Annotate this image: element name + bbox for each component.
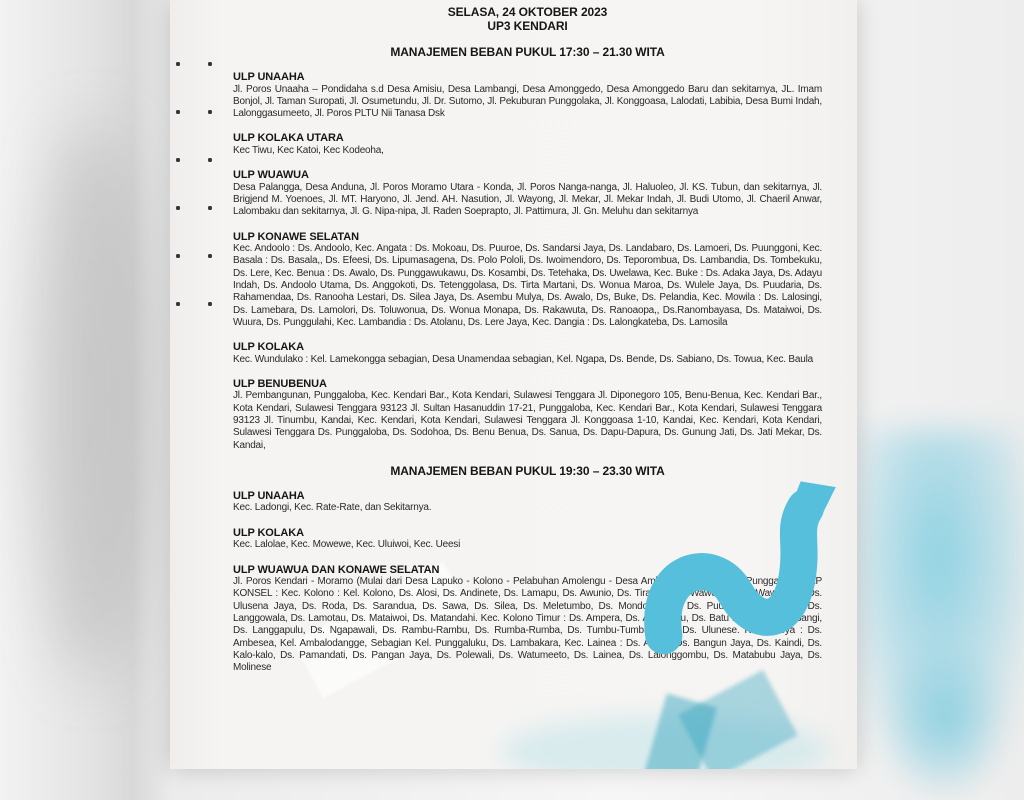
dot	[176, 158, 180, 162]
document-unit: UP3 KENDARI	[487, 18, 568, 33]
blue-wave-icon	[642, 452, 842, 667]
section-ulp-benubenua	[233, 378, 822, 452]
section-areas: Desa Palangga, Desa Anduna, Jl. Poros Moramo Utara - Konda, Jl. Poros Nanga-nanga, Jl. Haluoleo, Jl. KS. Tubun, dan sekitarnya, Jl. Brigjend M. Yoenoes, Jl. MT. Haryono, Jl. Jend. AH. Nasution, Jl. Wayong, Jl. Mekar, Jl. Mekar Indah, Jl. Budi Utomo, Jl. Chaeril Anwar, Lalombaku dan sekitarnya, Jl. G. Nipa-nipa, Jl. Raden Soeprapto, Jl. Pattimura, Jl. Gn. Meluhu dan sekitarnya	[233, 181, 822, 218]
blurred-backdrop-right-lower	[880, 640, 1010, 800]
section-ulp-kolaka	[233, 341, 822, 366]
dot	[176, 206, 180, 210]
section-areas: Kec. Ladongi, Kec. Rate-Rate, dan Sekitarnya.	[233, 502, 432, 514]
section-ulp-kolaka-utara	[233, 132, 822, 157]
section-title: ULP BENUBENUA	[233, 377, 327, 390]
section-areas: Kec. Wundulako : Kel. Lamekongga sebagian, Desa Unamendaa sebagian, Kel. Ngapa, Ds. Bende, Ds. Sabiano, Ds. Towua, Kec. Baula	[233, 353, 814, 365]
section-ulp-wuawua	[233, 169, 822, 218]
load-management-header-1: MANAJEMEN BEBAN PUKUL 17:30 – 21.30 WITA	[390, 45, 665, 59]
section-ulp-unaaha	[233, 71, 822, 120]
dot	[208, 62, 212, 66]
section-areas: Jl. Pembangunan, Punggaloba, Kec. Kendari Bar., Kota Kendari, Sulawesi Tenggara Jl. Diponegoro 105, Benu-Benua, Kec. Kendari Bar., Kota Kendari, Sulawesi Tenggara 93123 Jl. Sultan Hasanuddin 17-21, Punggaloba, Kec. Kendari Bar., Kota Kendari, Sulawesi Tenggara 93123 Jl. Tinumbu, Kandai, Kec. Kendari, Kota Kendari, Sulawesi Tenggara Jl. Konggoasa 1-10, Kandai, Kec. Kendari, Kota Kendari, Sulawesi Tenggara Ds. Punggaloba, Ds. Sodohoa, Ds. Benu Benua, Ds. Sanua, Ds. Dapu-Dapura, Ds. Gunung Jati, Ds. Jati Mekar, Ds. Kandai,	[233, 390, 822, 451]
section-title: ULP WUAWUA DAN KONAWE SELATAN	[233, 563, 440, 576]
section-title: ULP WUAWUA	[233, 169, 309, 182]
section-title: ULP UNAAHA	[233, 71, 305, 83]
section-title: ULP UNAAHA	[233, 489, 305, 502]
dot	[176, 110, 180, 114]
section-areas: Kec. Lalolae, Kec. Mowewe, Kec. Uluiwoi, Kec. Ueesi	[233, 539, 461, 551]
section-areas: Jl. Poros Kendari - Moramo (Mulai dari Desa Lapuko - Kolono - Pelabuhan Amolengu - Desa Ambesea - Kantor PLN Punggaluku) ULP KONSEL : Kec. Kolono : Kel. Kolono, Ds. Alosi, Ds. Andinete, Ds. Lamapu, Ds. Awunio, Ds. Tiraosu, Ds. Wawoosu, Ds. Waworano, Ds. Ulusena Jaya, Ds. Roda, Ds. Sarandua, Ds. Sawa, Ds. Silea, Ds. Meletumbo, Ds. Mondoe Jaya, Ds. Puudongi, Ds. Puupi, Ds. Langgowala, Ds. Lamotau, Ds. Mataiwoi, Ds. Matandahi. Kec. Kolono Timur : Ds. Ampera, Ds. Amolengu, Ds. Batu Putih, Ds. Lambangi, Ds. Langgapulu, Ds. Ngapawali, Ds. Rambu-Rambu, Ds. Rumba-Rumba, Ds. Tumbu-Tumbu Jaya, Ds. Ulunese. Kec. Laeya : Ds. Ambesea, Kel. Ambalodangge, Sebagian Kel. Punggaluku, Ds. Lambakara, Kec. Lainea : Ds. Aoreo, Ds. Bangun Jaya, Ds. Kaindi, Ds. Kalo-kalo, Ds. Pamandati, Ds. Pangan Jaya, Ds. Polewali, Ds. Watumeeto, Ds. Lainea, Ds. Lalonggombu, Ds. Matabubu Jaya, Ds. Molinese	[233, 576, 822, 674]
dot	[208, 110, 212, 114]
dot	[208, 206, 212, 210]
section-ulp-konawe-selatan	[233, 231, 822, 330]
section-areas: Kec. Andoolo : Ds. Andoolo, Kec. Angata : Ds. Mokoau, Ds. Puuroe, Ds. Sandarsi Jaya, Ds. Landabaro, Ds. Lamoeri, Ds. Puunggoni, Kec. Basala : Ds. Basala,, Ds. Efeesi, Ds. Lipumasagena, Ds. Polo Pololi, Ds. Iwoimendoro, Ds. Teporombua, Ds. Lambandia, Ds. Tombekuku, Ds. Lere, Kec. Benua : Ds. Awalo, Ds. Punggawukawu, Ds. Kosambi, Ds. Tetehaka, Ds. Uwelawa, Kec. Buke : Ds. Adaka Jaya, Ds. Adayu Indah, Ds. Andoolo Utama, Ds. Anggokoti, Ds. Tetenggolasa, Ds. Tirta Martani, Ds. Wonua Maroa, Ds. Wulele Jaya, Ds. Puudaria, Ds. Rahamendaa, Ds. Ranooha Lestari, Ds. Silea Jaya, Ds. Asembu Mulya, Ds. Awalo, Ds, Buke, Ds. Pelandia, Kec. Mowila : Ds. Lalosingi, Ds. Lamebara, Ds. Lamolori, Ds. Toluwonua, Ds. Wonua Monapa, Ds. Rakawuta, Ds. Ranoaopa,, Ds.Ranombayasa, Ds. Mataiwoi, Ds. Wuura, Ds. Punggulahi, Kec. Lambandia : Ds. Atolanu, Ds. Lere Jaya, Kec. Dangia : Ds. Lalongkateba, Ds. Lamosila	[233, 243, 822, 328]
section-title: ULP KOLAKA	[233, 341, 304, 354]
section-title: ULP KOLAKA UTARA	[233, 132, 344, 145]
section-areas: Jl. Poros Unaaha – Pondidaha s.d Desa Amisiu, Desa Lambangi, Desa Amonggedo, Desa Amonggedo Baru dan sekitarnya, JL. Imam Bonjol, Jl. Taman Suropati, Jl. Osumetundu, Jl. Dr. Sutomo, Jl. Pekuburan Punggolaka, Jl. Konggoasa, Lalodati, Labibia, Desa Bumi Indah, Lalonggasumeeto, Jl. Poros PLTU Nii Tanasa Dsk	[233, 83, 822, 120]
load-management-header-2: MANAJEMEN BEBAN PUKUL 19:30 – 23.30 WITA	[390, 463, 665, 478]
section-title: ULP KOLAKA	[233, 526, 304, 539]
dot	[176, 302, 180, 306]
dot	[176, 62, 180, 66]
dot	[176, 254, 180, 258]
section-areas: Kec Tiwu, Kec Katoi, Kec Kodeoha,	[233, 144, 384, 156]
dot-pattern-decoration	[176, 62, 212, 306]
dot	[208, 158, 212, 162]
blurred-backdrop-left	[35, 120, 145, 680]
section-title: ULP KONAWE SELATAN	[233, 230, 359, 243]
dot	[208, 254, 212, 258]
document-date: SELASA, 24 OKTOBER 2023	[447, 5, 608, 19]
dot	[208, 302, 212, 306]
